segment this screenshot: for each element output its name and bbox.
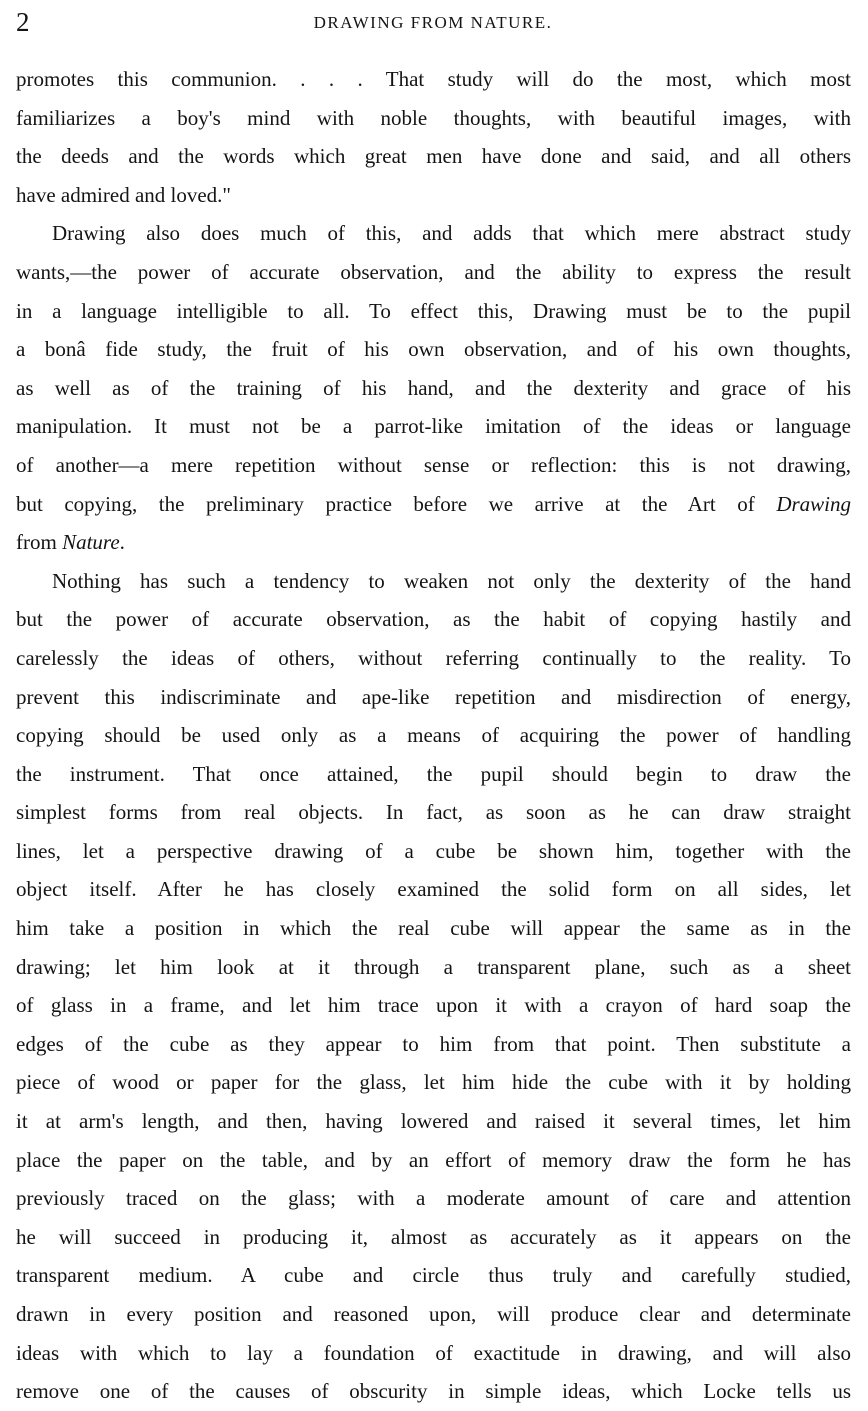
page-number: 2 bbox=[16, 7, 30, 37]
text-line: manipulation. It must not be a parrot-like imitation of the ideas or language bbox=[16, 414, 851, 439]
paragraph-1 bbox=[16, 60, 851, 214]
text-line: ideas with which to lay a foundation of exactitude in drawing, and will also bbox=[16, 1340, 851, 1365]
text-line: it at arm's length, and then, having lowered and raised it several times, let him bbox=[16, 1109, 851, 1134]
text-line: previously traced on the glass; with a moderate amount of care and attention bbox=[16, 1186, 851, 1211]
text-line: lines, let a perspective drawing of a cube be shown him, together with the bbox=[16, 838, 851, 863]
text-line: the deeds and the words which great men have done and said, and all others bbox=[16, 144, 851, 169]
text-line: place the paper on the table, and by an effort of memory draw the form he has bbox=[16, 1147, 851, 1172]
text-line: but the power of accurate observation, as the habit of copying hastily and bbox=[16, 607, 851, 632]
text-line: Nothing has such a tendency to weaken not only the dexterity of the hand bbox=[52, 568, 851, 593]
text-line: familiarizes a boy's mind with noble thoughts, with beautiful images, with bbox=[16, 105, 851, 130]
text-line: promotes this communion. . . . That study will do the most, which most bbox=[16, 67, 851, 91]
text-line: wants,—the power of accurate observation, and the ability to express the result bbox=[16, 259, 851, 284]
text-line: of another—a mere repetition without sense or reflection: this is not drawing, bbox=[16, 452, 851, 477]
text-line: copying should be used only as a means of acquiring the power of handling bbox=[16, 723, 851, 748]
text-line: drawn in every position and reasoned upon, will produce clear and determinate bbox=[16, 1302, 851, 1326]
text-line: in a language intelligible to all. To effect this, Drawing must be to the pupil bbox=[16, 298, 851, 323]
text-line: the instrument. That once attained, the pupil should begin to draw the bbox=[16, 761, 851, 786]
text-line: have admired and loved." bbox=[16, 182, 231, 207]
text-line: him take a position in which the real cube will appear the same as in the bbox=[16, 916, 851, 941]
text-line: carelessly the ideas of others, without referring continually to the reality. To bbox=[16, 645, 851, 670]
running-title: DRAWING FROM NATURE. bbox=[313, 13, 553, 32]
italic-term: Nature bbox=[62, 530, 120, 555]
text-line: object itself. After he has closely examined the solid form on all sides, let bbox=[16, 877, 851, 902]
text-line: he will succeed in producing it, almost as accurately as it appears on the bbox=[16, 1224, 851, 1249]
text-line: Drawing also does much of this, and adds that which mere abstract study bbox=[52, 221, 851, 246]
italic-term: Drawing bbox=[776, 491, 851, 516]
text-line: but copying, the preliminary practice before we arrive at the Art of Drawing bbox=[16, 491, 851, 516]
text-line: as well as of the training of his hand, and the dexterity and grace of his bbox=[16, 375, 851, 400]
text-line: simplest forms from real objects. In fact, as soon as he can draw straight bbox=[16, 800, 851, 825]
body-text bbox=[16, 60, 851, 1411]
paragraph-3 bbox=[16, 562, 851, 1411]
text-line: from Nature. bbox=[16, 530, 125, 555]
text-line: edges of the cube as they appear to him from that point. Then substitute a bbox=[16, 1031, 851, 1056]
text-line: drawing; let him look at it through a transparent plane, such as a sheet bbox=[16, 954, 851, 979]
text-line: piece of wood or paper for the glass, let him hide the cube with it by holding bbox=[16, 1070, 851, 1095]
text-line: a bonâ fide study, the fruit of his own observation, and of his own thoughts, bbox=[16, 337, 851, 362]
text-line: remove one of the causes of obscurity in simple ideas, which Locke tells us bbox=[16, 1379, 851, 1404]
running-head bbox=[16, 4, 850, 40]
text-line: transparent medium. A cube and circle thus truly and carefully studied, bbox=[16, 1263, 851, 1288]
text-line: prevent this indiscriminate and ape-like repetition and misdirection of energy, bbox=[16, 684, 851, 709]
paragraph-2 bbox=[16, 214, 851, 561]
text-line: of glass in a frame, and let him trace upon it with a crayon of hard soap the bbox=[16, 993, 851, 1018]
